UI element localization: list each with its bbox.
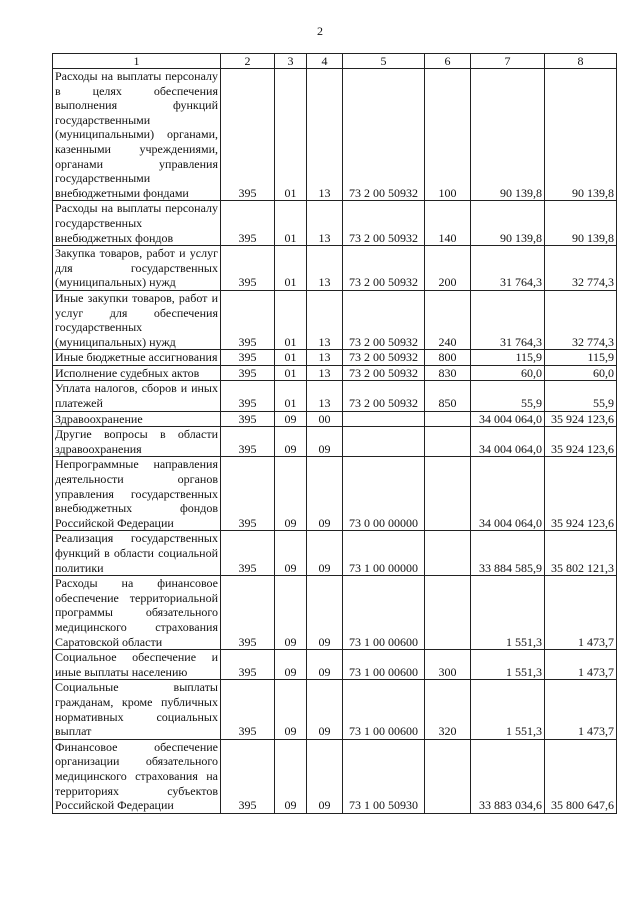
table-row <box>53 650 617 680</box>
table-row <box>53 411 617 427</box>
table-row <box>53 576 617 650</box>
page-number: 2 <box>317 24 323 38</box>
ministry-code-cell: 395 <box>221 411 275 427</box>
section-code-cell: 09 <box>275 576 307 650</box>
subsection-code-cell: 09 <box>307 457 343 531</box>
table-row <box>53 427 617 457</box>
table-row <box>53 531 617 576</box>
ministry-code-cell: 395 <box>221 381 275 411</box>
expense-type-cell: 300 <box>425 650 471 680</box>
expense-type-cell <box>425 576 471 650</box>
subsection-code-cell: 09 <box>307 680 343 739</box>
ministry-code-cell: 395 <box>221 365 275 381</box>
subsection-code-cell: 13 <box>307 365 343 381</box>
row-name-cell: Расходы на финансовое обеспечение территориальной программы обязательного медицинского страхования Саратовской области <box>53 576 221 650</box>
ministry-code-cell: 395 <box>221 576 275 650</box>
amount-year2-cell: 35 924 123,6 <box>545 427 617 457</box>
expense-type-cell <box>425 531 471 576</box>
column-header: 4 <box>307 54 343 69</box>
row-name-cell: Социальные выплаты гражданам, кроме публичных нормативных социальных выплат <box>53 680 221 739</box>
section-code-cell: 01 <box>275 201 307 246</box>
expense-type-cell: 240 <box>425 290 471 349</box>
row-name-cell: Непрограммные направления деятельности органов управления государственных внебюджетных фондов Российской Федерации <box>53 457 221 531</box>
amount-year1-cell: 1 551,3 <box>471 680 545 739</box>
section-code-cell: 01 <box>275 246 307 291</box>
target-article-cell: 73 2 00 50932 <box>343 201 425 246</box>
target-article-cell: 73 2 00 50932 <box>343 365 425 381</box>
subsection-code-cell: 13 <box>307 246 343 291</box>
section-code-cell: 09 <box>275 411 307 427</box>
ministry-code-cell: 395 <box>221 246 275 291</box>
row-name-cell: Социальное обеспечение и иные выплаты населению <box>53 650 221 680</box>
target-article-cell <box>343 411 425 427</box>
amount-year1-cell: 31 764,3 <box>471 246 545 291</box>
expense-type-cell: 320 <box>425 680 471 739</box>
expense-type-cell: 100 <box>425 69 471 201</box>
amount-year2-cell: 55,9 <box>545 381 617 411</box>
section-code-cell: 09 <box>275 427 307 457</box>
table-row <box>53 365 617 381</box>
subsection-code-cell: 09 <box>307 531 343 576</box>
subsection-code-cell: 13 <box>307 69 343 201</box>
column-header: 5 <box>343 54 425 69</box>
section-code-cell: 01 <box>275 290 307 349</box>
target-article-cell: 73 1 00 00000 <box>343 531 425 576</box>
subsection-code-cell: 13 <box>307 201 343 246</box>
target-article-cell: 73 2 00 50932 <box>343 246 425 291</box>
table-row <box>53 69 617 201</box>
ministry-code-cell: 395 <box>221 531 275 576</box>
amount-year2-cell: 35 924 123,6 <box>545 457 617 531</box>
expense-type-cell <box>425 739 471 813</box>
amount-year1-cell: 31 764,3 <box>471 290 545 349</box>
subsection-code-cell: 09 <box>307 739 343 813</box>
table-row <box>53 290 617 349</box>
target-article-cell: 73 2 00 50932 <box>343 350 425 366</box>
amount-year2-cell: 1 473,7 <box>545 576 617 650</box>
table-row <box>53 457 617 531</box>
subsection-code-cell: 13 <box>307 381 343 411</box>
subsection-code-cell: 09 <box>307 650 343 680</box>
section-code-cell: 01 <box>275 350 307 366</box>
amount-year1-cell: 34 004 064,0 <box>471 457 545 531</box>
row-name-cell: Реализация государственных функций в области социальной политики <box>53 531 221 576</box>
expense-type-cell: 850 <box>425 381 471 411</box>
column-header: 3 <box>275 54 307 69</box>
table-row <box>53 201 617 246</box>
ministry-code-cell: 395 <box>221 457 275 531</box>
column-header: 1 <box>53 54 221 69</box>
target-article-cell: 73 0 00 00000 <box>343 457 425 531</box>
table-row <box>53 246 617 291</box>
ministry-code-cell: 395 <box>221 290 275 349</box>
section-code-cell: 09 <box>275 457 307 531</box>
target-article-cell: 73 1 00 50930 <box>343 739 425 813</box>
subsection-code-cell: 13 <box>307 350 343 366</box>
row-name-cell: Закупка товаров, работ и услуг для государственных (муниципальных) нужд <box>53 246 221 291</box>
amount-year2-cell: 35 924 123,6 <box>545 411 617 427</box>
amount-year1-cell: 33 883 034,6 <box>471 739 545 813</box>
ministry-code-cell: 395 <box>221 650 275 680</box>
expense-type-cell: 830 <box>425 365 471 381</box>
expense-type-cell: 800 <box>425 350 471 366</box>
row-name-cell: Здравоохранение <box>53 411 221 427</box>
section-code-cell: 01 <box>275 365 307 381</box>
amount-year1-cell: 90 139,8 <box>471 201 545 246</box>
target-article-cell: 73 2 00 50932 <box>343 69 425 201</box>
row-name-cell: Уплата налогов, сборов и иных платежей <box>53 381 221 411</box>
ministry-code-cell: 395 <box>221 427 275 457</box>
table-row <box>53 350 617 366</box>
table-row <box>53 739 617 813</box>
subsection-code-cell: 09 <box>307 576 343 650</box>
ministry-code-cell: 395 <box>221 680 275 739</box>
column-header: 6 <box>425 54 471 69</box>
expense-type-cell <box>425 427 471 457</box>
table-row <box>53 680 617 739</box>
row-name-cell: Другие вопросы в области здравоохранения <box>53 427 221 457</box>
amount-year1-cell: 90 139,8 <box>471 69 545 201</box>
amount-year1-cell: 1 551,3 <box>471 576 545 650</box>
section-code-cell: 01 <box>275 69 307 201</box>
row-name-cell: Исполнение судебных актов <box>53 365 221 381</box>
amount-year1-cell: 34 004 064,0 <box>471 411 545 427</box>
section-code-cell: 09 <box>275 680 307 739</box>
amount-year2-cell: 35 802 121,3 <box>545 531 617 576</box>
amount-year2-cell: 115,9 <box>545 350 617 366</box>
amount-year2-cell: 32 774,3 <box>545 290 617 349</box>
column-header: 8 <box>545 54 617 69</box>
subsection-code-cell: 09 <box>307 427 343 457</box>
amount-year1-cell: 1 551,3 <box>471 650 545 680</box>
amount-year1-cell: 34 004 064,0 <box>471 427 545 457</box>
amount-year2-cell: 60,0 <box>545 365 617 381</box>
target-article-cell: 73 1 00 00600 <box>343 650 425 680</box>
column-header: 7 <box>471 54 545 69</box>
target-article-cell: 73 1 00 00600 <box>343 680 425 739</box>
target-article-cell: 73 2 00 50932 <box>343 381 425 411</box>
subsection-code-cell: 00 <box>307 411 343 427</box>
row-name-cell: Финансовое обеспечение организации обязательного медицинского страхования на территориях субъектов Российской Федерации <box>53 739 221 813</box>
target-article-cell: 73 1 00 00600 <box>343 576 425 650</box>
ministry-code-cell: 395 <box>221 201 275 246</box>
amount-year2-cell: 35 800 647,6 <box>545 739 617 813</box>
amount-year1-cell: 60,0 <box>471 365 545 381</box>
amount-year2-cell: 90 139,8 <box>545 69 617 201</box>
ministry-code-cell: 395 <box>221 69 275 201</box>
subsection-code-cell: 13 <box>307 290 343 349</box>
amount-year1-cell: 115,9 <box>471 350 545 366</box>
row-name-cell: Расходы на выплаты персоналу государственных внебюджетных фондов <box>53 201 221 246</box>
row-name-cell: Иные бюджетные ассигнования <box>53 350 221 366</box>
amount-year2-cell: 1 473,7 <box>545 680 617 739</box>
table-row <box>53 381 617 411</box>
ministry-code-cell: 395 <box>221 739 275 813</box>
amount-year2-cell: 1 473,7 <box>545 650 617 680</box>
row-name-cell: Иные закупки товаров, работ и услуг для обеспечения государственных (муниципальных) нужд <box>53 290 221 349</box>
budget-table <box>52 53 617 814</box>
expense-type-cell <box>425 411 471 427</box>
expense-type-cell: 140 <box>425 201 471 246</box>
ministry-code-cell: 395 <box>221 350 275 366</box>
row-name-cell: Расходы на выплаты персоналу в целях обеспечения выполнения функций государственными (муниципальными) органами, казенными учреждениями, органами управления государственными внебюджетными фондами <box>53 69 221 201</box>
amount-year2-cell: 32 774,3 <box>545 246 617 291</box>
section-code-cell: 09 <box>275 650 307 680</box>
amount-year2-cell: 90 139,8 <box>545 201 617 246</box>
column-header: 2 <box>221 54 275 69</box>
target-article-cell <box>343 427 425 457</box>
expense-type-cell <box>425 457 471 531</box>
amount-year1-cell: 33 884 585,9 <box>471 531 545 576</box>
expense-type-cell: 200 <box>425 246 471 291</box>
section-code-cell: 09 <box>275 739 307 813</box>
table-header-row <box>53 54 617 69</box>
amount-year1-cell: 55,9 <box>471 381 545 411</box>
section-code-cell: 09 <box>275 531 307 576</box>
target-article-cell: 73 2 00 50932 <box>343 290 425 349</box>
section-code-cell: 01 <box>275 381 307 411</box>
